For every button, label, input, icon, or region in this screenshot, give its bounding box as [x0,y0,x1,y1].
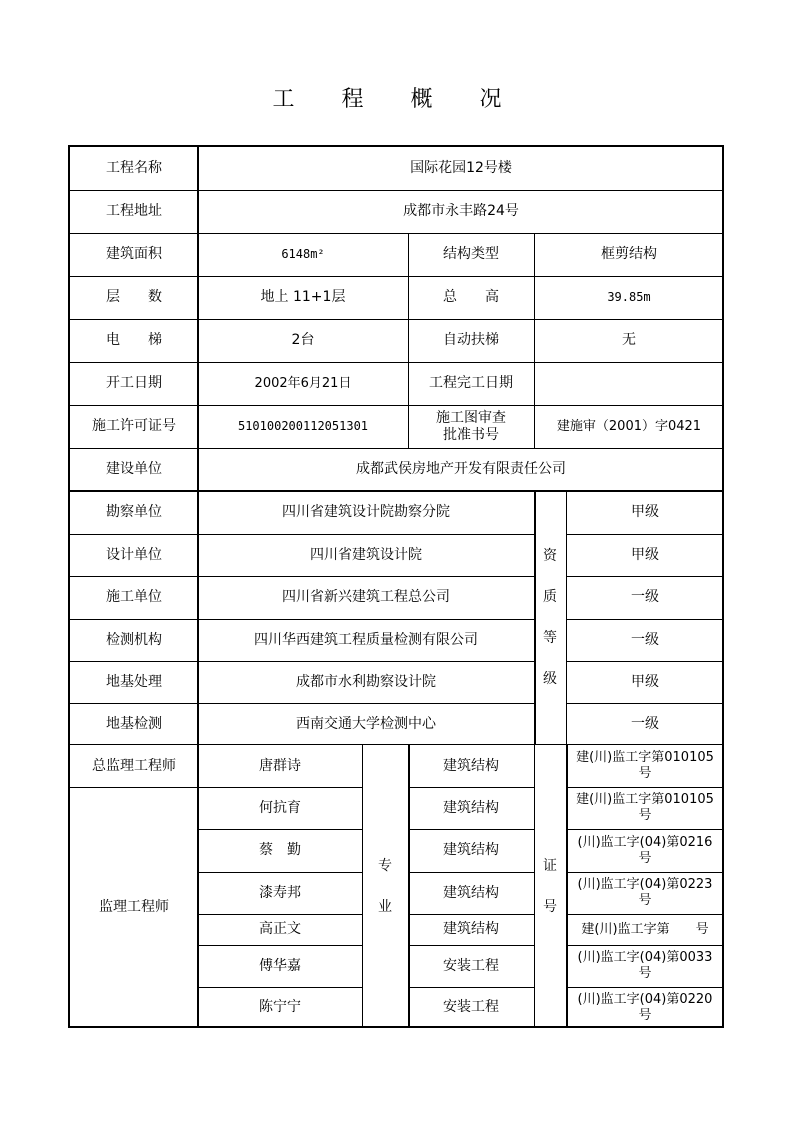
engineer-certificate: (川)监工字(04)第0216 号 [577,834,713,866]
unit-name: 四川省建筑设计院勘察分院 [282,504,450,520]
value-total-height: 39.85m [607,290,651,304]
grid-line [408,233,409,448]
engineer-specialty: 建筑结构 [443,757,499,774]
unit-grade: 一级 [631,631,659,648]
unit-name: 四川华西建筑工程质量检测有限公司 [254,631,478,648]
unit-label: 地基检测 [106,715,162,732]
vertical-char: 资 [543,548,557,564]
grid-line [362,745,363,1028]
label-project-address: 工程地址 [106,203,162,219]
engineer-certificate: (川)监工字(04)第0223 号 [577,877,713,908]
vertical-char: 证 [543,857,557,874]
value-completion-date [534,362,724,405]
value-developer: 成都武侯房地产开发有限责任公司 [356,461,566,477]
unit-name: 四川省建筑设计院 [310,546,422,563]
vertical-char: 质 [543,589,557,605]
value-elevators: 2台 [291,332,315,348]
engineer-specialty: 安装工程 [443,957,499,974]
project-overview-table [68,145,724,1028]
engineer-name: 唐群诗 [259,757,301,774]
value-project-name: 国际花园12号楼 [410,160,512,176]
unit-grade: 一级 [631,589,659,605]
vertical-char: 等 [543,630,557,646]
value-start-date: 2002年6月21日 [254,376,352,391]
unit-grade: 甲级 [631,546,659,563]
vertical-char: 号 [543,898,557,915]
unit-label: 施工单位 [106,589,162,605]
certificate-label [534,745,566,1028]
engineer-name: 何抗育 [259,799,301,816]
grid-line [70,276,724,277]
vertical-char: 专 [378,857,392,874]
label-permit-no: 施工许可证号 [92,418,176,434]
grid-line [534,745,535,1028]
unit-name: 四川省新兴建筑工程总公司 [282,589,450,605]
page-title: 工 程 概 况 [272,87,522,112]
unit-label: 检测机构 [106,631,162,648]
unit-label: 地基处理 [106,673,162,690]
grid-line [70,405,724,406]
unit-grade: 一级 [631,715,659,732]
label-building-area: 建筑面积 [106,246,162,262]
engineer-name: 陈宁宁 [259,999,301,1015]
engineer-certificate: (川)监工字(04)第0033 号 [577,950,713,981]
value-escalators: 无 [622,332,636,348]
engineer-name: 高正文 [259,921,301,937]
value-drawing-review: 建施审（2001）字0421 [556,419,702,434]
label-floors: 层 数 [106,289,162,305]
label-engineer: 监理工程师 [99,899,169,915]
engineer-certificate: 建(川)监工字第010105 号 [576,750,714,781]
grid-line [70,362,724,363]
grid-line [70,233,724,234]
grid-line [534,233,535,448]
label-escalators: 自动扶梯 [443,332,499,348]
value-permit-no: 510100200112051301 [237,419,369,433]
grid-line [70,190,724,191]
label-elevators: 电 梯 [106,332,162,348]
value-floors: 地上 11+1层 [260,289,346,305]
unit-name: 成都市水利勘察设计院 [296,673,436,690]
unit-grade: 甲级 [631,504,659,520]
engineer-name: 蔡 勤 [259,842,301,858]
label-drawing-review: 施工图审查 批准书号 [436,409,506,443]
label-completion-date: 工程完工日期 [429,375,513,391]
value-building-area: 6148m² [281,247,325,261]
grid-line [70,319,724,320]
engineer-specialty: 安装工程 [443,999,499,1015]
engineer-certificate: (川)监工字(04)第0220 号 [577,991,713,1023]
engineer-certificate: 建(川)监工字第 号 [581,921,709,937]
engineer-name: 傅华嘉 [259,957,301,974]
engineer-name: 漆寿邦 [259,884,301,901]
engineer-specialty: 建筑结构 [443,921,499,937]
unit-label: 设计单位 [106,546,162,563]
label-developer: 建设单位 [106,461,162,477]
unit-name: 西南交通大学检测中心 [296,715,436,732]
label-project-name: 工程名称 [106,160,162,176]
label-total-height: 总 高 [443,289,499,305]
value-project-address: 成都市永丰路24号 [403,203,519,219]
label-start-date: 开工日期 [106,375,162,391]
grid-line [70,787,198,788]
vertical-char: 业 [378,898,392,915]
engineer-specialty: 建筑结构 [443,884,499,901]
engineer-certificate: 建(川)监工字第010105 号 [576,792,714,823]
label-chief-engineer: 总监理工程师 [92,757,176,774]
unit-grade: 甲级 [631,673,659,690]
unit-label: 勘察单位 [106,504,162,520]
grid-line [70,448,724,449]
grid-line [534,491,536,745]
specialty-label [362,745,408,1028]
value-structure-type: 框剪结构 [601,246,657,262]
vertical-char: 级 [543,671,557,687]
engineer-specialty: 建筑结构 [443,842,499,858]
engineer-specialty: 建筑结构 [443,799,499,816]
qualification-grade-label [534,491,566,745]
label-structure-type: 结构类型 [443,246,499,262]
